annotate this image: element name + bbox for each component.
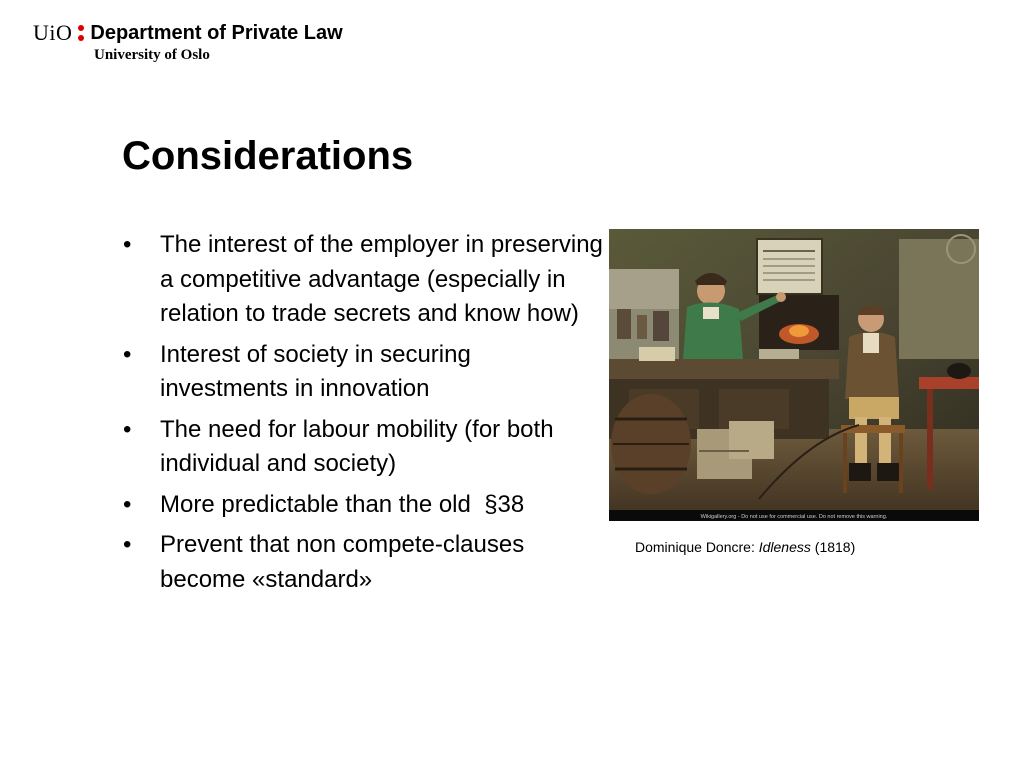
- bullet-item: [115, 228, 605, 332]
- figure-caption: [635, 539, 855, 555]
- bullet-text: The interest of the employer in preserving a competitive advantage (especially in relation to trade secrets and know how): [160, 231, 603, 327]
- bullet-item: [115, 413, 605, 482]
- bullet-icon: •: [123, 531, 132, 558]
- department-name: Department of Private Law: [90, 21, 343, 44]
- bullet-icon: •: [123, 340, 132, 368]
- bullet-item: [115, 488, 605, 523]
- painting-illustration: [609, 229, 979, 521]
- bullet-text: Interest of society in securing investments in innovation: [160, 340, 471, 402]
- bullet-item: [115, 338, 605, 407]
- painting-watermark: Wikigallery.org - Do not use for commercial use. Do not remove this warning.: [700, 514, 888, 520]
- bullet-text: More predictable than the old §38: [160, 490, 525, 518]
- uio-wordmark: UiO: [33, 20, 73, 45]
- caption-year: (1818): [810, 539, 856, 555]
- university-name: University of Oslo: [94, 47, 210, 63]
- bullet-text: The need for labour mobility (for both individual and society): [160, 415, 554, 477]
- logo-colon-icon: [78, 25, 84, 41]
- caption-title: Idleness: [758, 539, 811, 555]
- bullet-icon: •: [123, 415, 132, 443]
- painting-image: [609, 229, 979, 521]
- uio-logo: [33, 20, 343, 64]
- bullet-list: [115, 228, 605, 603]
- bullet-text: Prevent that non compete-clauses become «standard»: [160, 531, 525, 593]
- bullet-icon: •: [123, 490, 132, 518]
- bullet-item: [115, 528, 605, 597]
- slide-title: Considerations: [122, 134, 414, 178]
- bullet-icon: •: [123, 231, 132, 258]
- caption-author: Dominique Doncre:: [635, 539, 759, 555]
